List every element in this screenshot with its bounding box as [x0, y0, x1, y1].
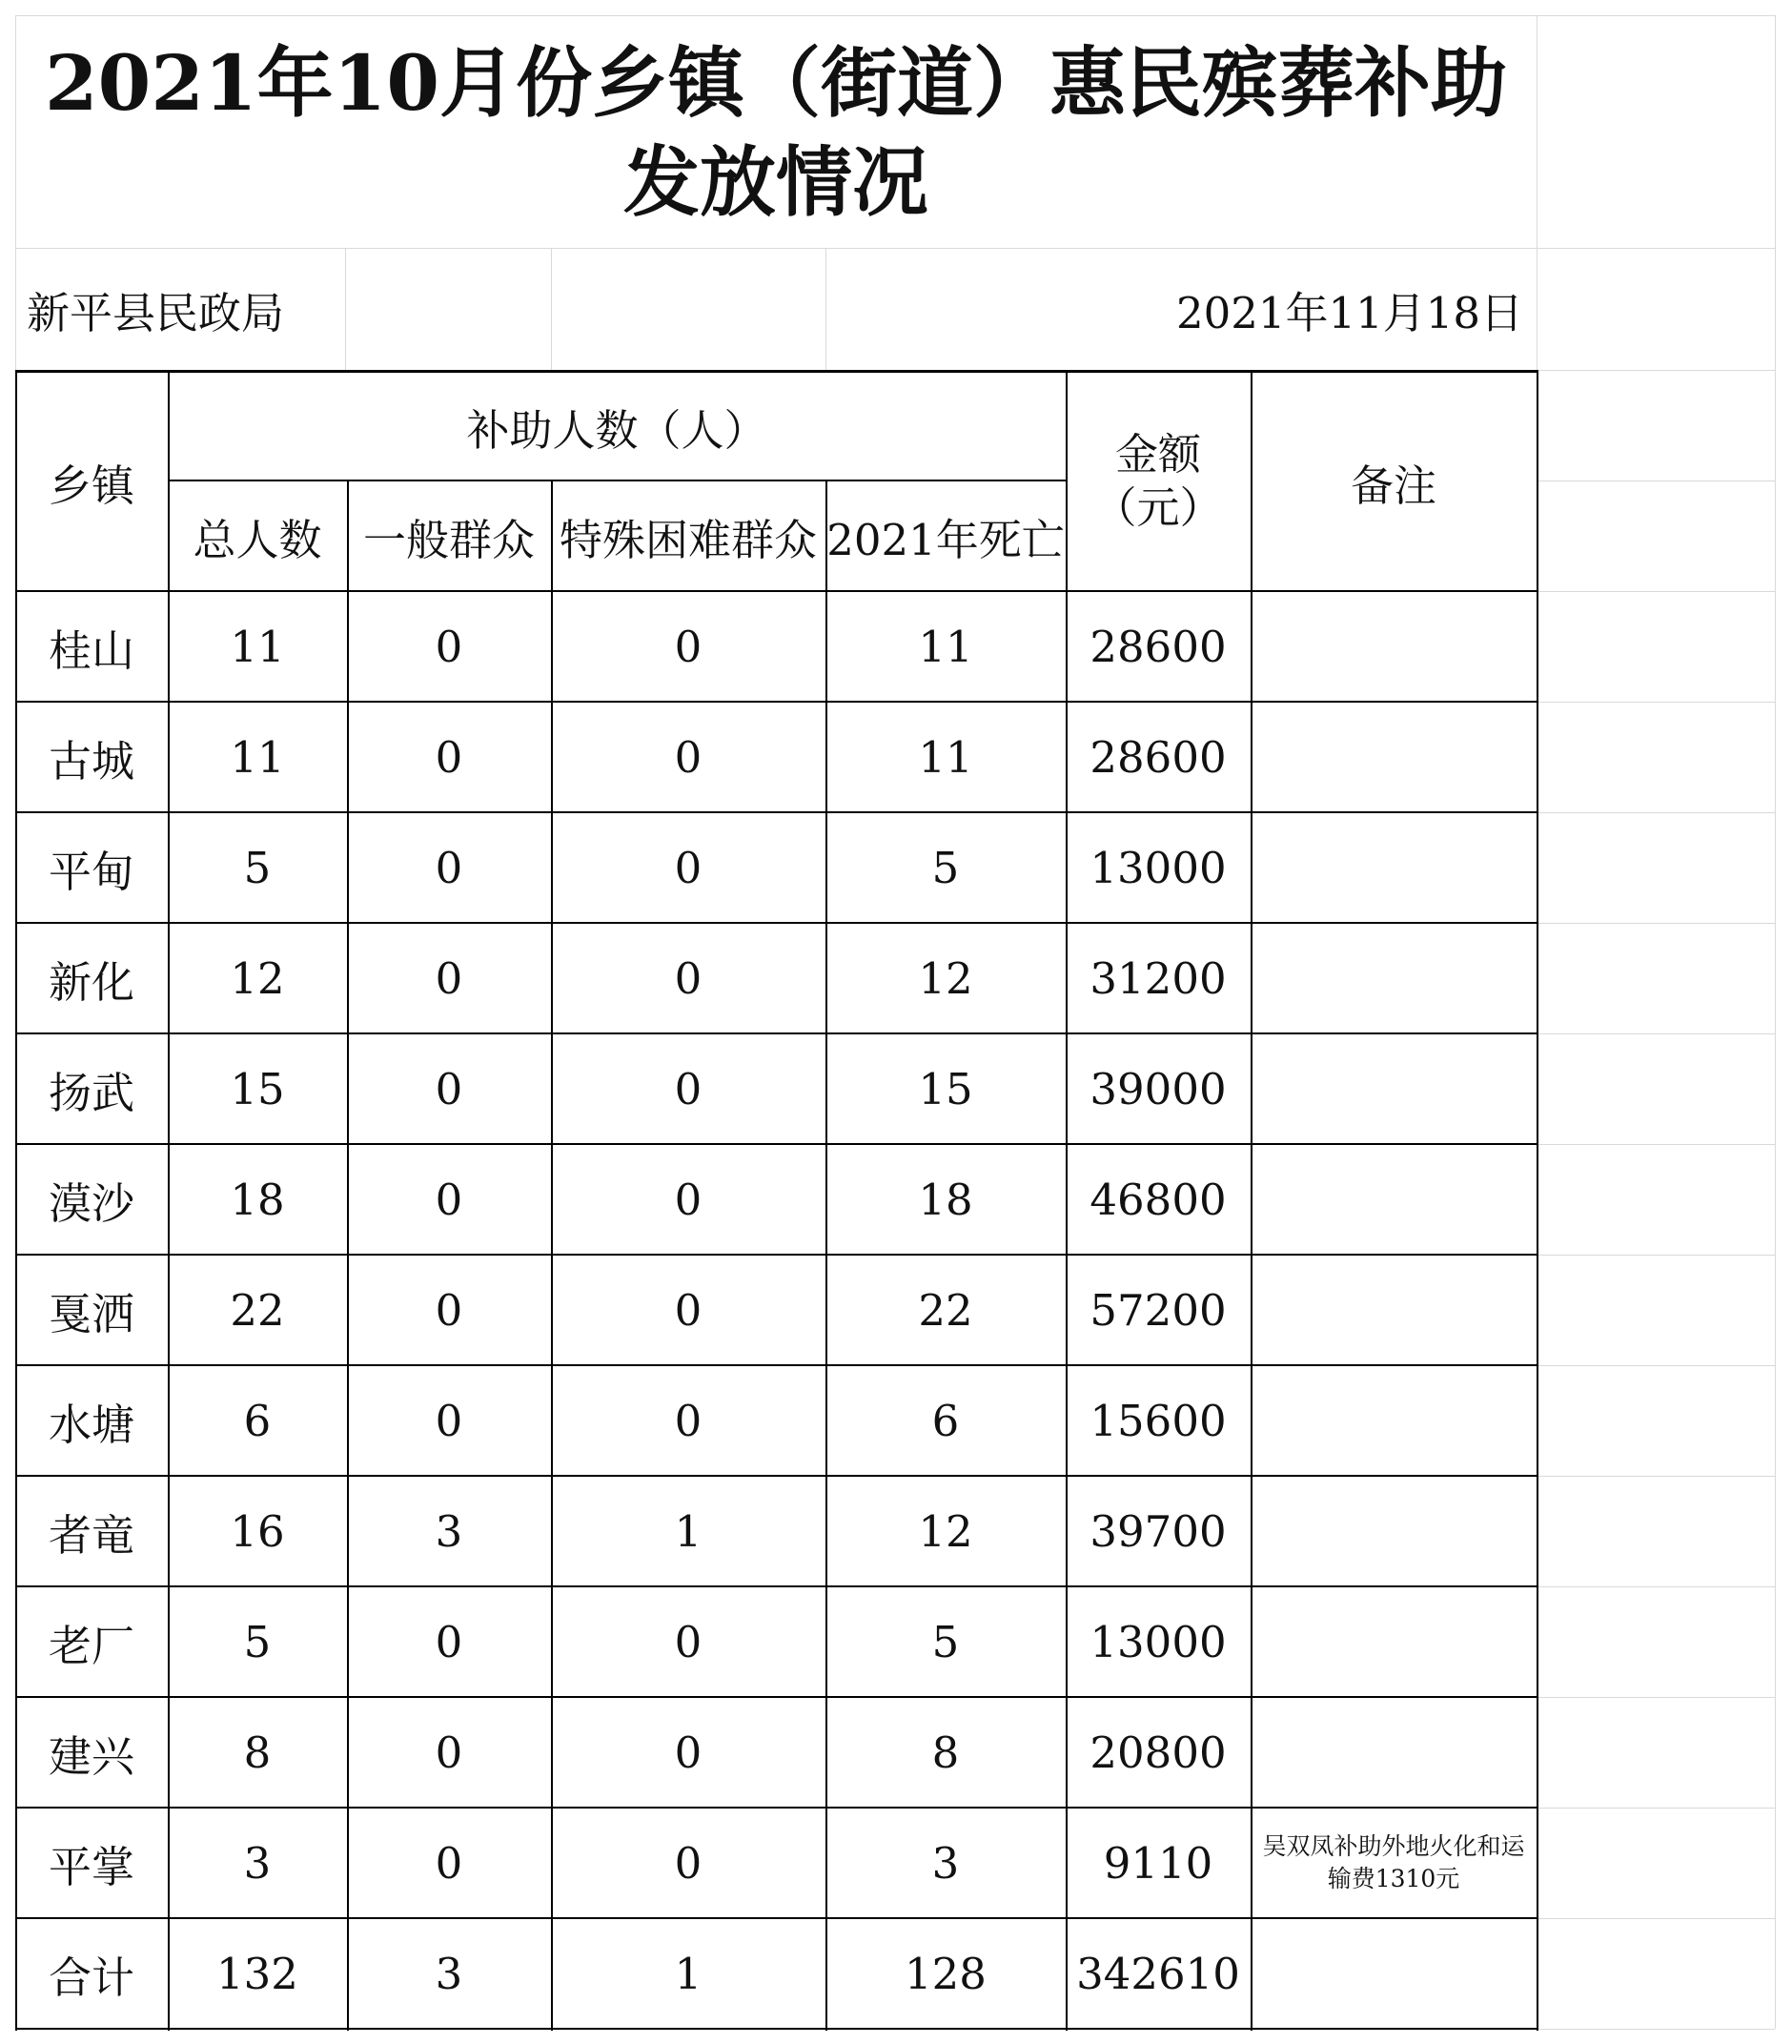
cell-total: 18 [230, 1174, 285, 1225]
header-subsidy-count-group: 补助人数（人） [466, 404, 767, 456]
cell-died: 12 [918, 1505, 973, 1557]
sheet-gridline [1537, 702, 1775, 703]
cell-total: 22 [230, 1284, 285, 1336]
cell-amount: 20800 [1089, 1727, 1227, 1778]
cell-amount: 15600 [1089, 1395, 1227, 1446]
cell-general: 3 [435, 1505, 463, 1557]
cell-remark [1251, 1255, 1537, 1365]
sheet-gridline [1537, 812, 1775, 813]
cell-remark [1251, 1365, 1537, 1476]
cell-general: 3 [435, 1948, 463, 1999]
sheet-gridline [1537, 1144, 1775, 1145]
cell-special: 0 [674, 1616, 703, 1667]
report-date: 2021年11月18日 [1175, 287, 1523, 338]
cell-general: 0 [435, 1063, 463, 1114]
sheet-gridline [1537, 1033, 1775, 1034]
title-line-1: 2021年10月份乡镇（街道）惠民殡葬补助 [45, 38, 1507, 128]
sheet-gridline [1537, 480, 1775, 481]
cell-general: 0 [435, 621, 463, 672]
cell-special: 0 [674, 1174, 703, 1225]
row-township: 水塘 [48, 1399, 134, 1450]
sheet-gridline [1537, 1476, 1775, 1477]
cell-amount: 39700 [1089, 1505, 1227, 1557]
row-township: 新化 [48, 956, 134, 1008]
row-township: 合计 [48, 1952, 134, 2003]
cell-total: 11 [230, 731, 285, 783]
cell-died: 18 [918, 1174, 973, 1225]
cell-general: 0 [435, 842, 463, 893]
cell-general: 0 [435, 1616, 463, 1667]
sheet-gridline [1537, 1918, 1775, 1919]
cell-remark [1251, 923, 1537, 1033]
header-special-hardship: 特殊困难群众 [559, 514, 817, 565]
cell-amount: 57200 [1089, 1284, 1227, 1336]
cell-amount: 13000 [1089, 1616, 1227, 1667]
sheet-gridline [551, 248, 552, 372]
sheet-gridline [1537, 2029, 1775, 2030]
cell-special: 0 [674, 731, 703, 783]
cell-special: 0 [674, 1284, 703, 1336]
cell-total: 132 [216, 1948, 298, 1999]
cell-general: 0 [435, 1395, 463, 1446]
cell-general: 0 [435, 1174, 463, 1225]
cell-general: 0 [435, 1727, 463, 1778]
cell-total: 8 [243, 1727, 272, 1778]
title-line-2: 发放情况 [623, 137, 928, 227]
sheet-gridline [345, 248, 346, 372]
cell-amount: 31200 [1089, 952, 1227, 1004]
cell-amount: 28600 [1089, 731, 1227, 783]
header-died-2021: 2021年死亡 [826, 514, 1065, 565]
cell-remark [1251, 1476, 1537, 1586]
cell-special: 0 [674, 621, 703, 672]
header-total: 总人数 [193, 514, 322, 565]
header-amount [1066, 372, 1251, 591]
cell-total: 5 [243, 842, 272, 893]
sheet-gridline [15, 248, 1775, 249]
cell-died: 5 [931, 842, 960, 893]
cell-died: 3 [931, 1837, 960, 1889]
cell-amount: 342610 [1076, 1948, 1240, 1999]
cell-died: 11 [918, 731, 973, 783]
cell-remark: 吴双凤补助外地火化和运输费1310元 [1262, 1832, 1525, 1892]
sheet-gridline [1537, 1365, 1775, 1366]
cell-amount: 28600 [1089, 621, 1227, 672]
cell-total: 16 [230, 1505, 285, 1557]
cell-died: 5 [931, 1616, 960, 1667]
cell-special: 0 [674, 842, 703, 893]
cell-total: 15 [230, 1063, 285, 1114]
cell-total: 5 [243, 1616, 272, 1667]
cell-special: 0 [674, 1837, 703, 1889]
cell-remark [1251, 1918, 1537, 2029]
cell-remark [1251, 812, 1537, 923]
cell-general: 0 [435, 952, 463, 1004]
cell-died: 12 [918, 952, 973, 1004]
sheet-gridline [1537, 923, 1775, 924]
cell-amount: 39000 [1089, 1063, 1227, 1114]
cell-total: 3 [243, 1837, 272, 1889]
table-border [1537, 370, 1538, 2031]
sheet-gridline [1537, 1808, 1775, 1809]
cell-special: 1 [674, 1505, 703, 1557]
row-township: 者竜 [48, 1509, 134, 1561]
cell-remark [1251, 702, 1537, 812]
row-township: 漠沙 [48, 1177, 134, 1229]
cell-total: 11 [230, 621, 285, 672]
row-township: 古城 [48, 735, 134, 787]
cell-died: 15 [918, 1063, 973, 1114]
cell-general: 0 [435, 731, 463, 783]
header-amount-label: 金额 [1114, 429, 1201, 480]
row-township: 老厂 [48, 1620, 134, 1671]
row-township: 戛洒 [48, 1288, 134, 1339]
row-township: 平甸 [48, 846, 134, 897]
cell-special: 0 [674, 1063, 703, 1114]
cell-remark [1251, 591, 1537, 702]
cell-died: 11 [918, 621, 973, 672]
cell-died: 22 [918, 1284, 973, 1336]
cell-died: 128 [905, 1948, 987, 1999]
row-township: 建兴 [48, 1730, 134, 1782]
header-township: 乡镇 [48, 460, 134, 511]
cell-total: 6 [243, 1395, 272, 1446]
cell-general: 0 [435, 1837, 463, 1889]
cell-remark [1251, 1586, 1537, 1697]
sheet-gridline [1537, 591, 1775, 592]
sheet-gridline [1537, 1586, 1775, 1587]
cell-amount: 13000 [1089, 842, 1227, 893]
cell-special: 0 [674, 952, 703, 1004]
row-township: 扬武 [48, 1067, 134, 1118]
cell-special: 0 [674, 1727, 703, 1778]
cell-special: 1 [674, 1948, 703, 1999]
header-remark: 备注 [1350, 460, 1436, 511]
cell-amount: 46800 [1089, 1174, 1227, 1225]
sheet-gridline [1537, 370, 1775, 371]
cell-remark [1251, 1144, 1537, 1255]
sheet-gridline [1775, 15, 1776, 2029]
sheet-gridline [1537, 1697, 1775, 1698]
cell-amount: 9110 [1103, 1837, 1213, 1889]
cell-died: 6 [931, 1395, 960, 1446]
cell-general: 0 [435, 1284, 463, 1336]
cell-special: 0 [674, 1395, 703, 1446]
page-title [17, 17, 1535, 248]
cell-remark [1251, 1697, 1537, 1808]
cell-remark [1251, 1033, 1537, 1144]
header-general-public: 一般群众 [362, 514, 535, 565]
cell-total: 12 [230, 952, 285, 1004]
header-amount-unit: （元） [1093, 482, 1223, 533]
sheet-gridline [1537, 1255, 1775, 1256]
row-township: 平掌 [48, 1841, 134, 1892]
cell-died: 8 [931, 1727, 960, 1778]
issuing-organization: 新平县民政局 [27, 287, 285, 338]
row-township: 桂山 [48, 624, 134, 676]
sheet-gridline [15, 15, 1775, 16]
